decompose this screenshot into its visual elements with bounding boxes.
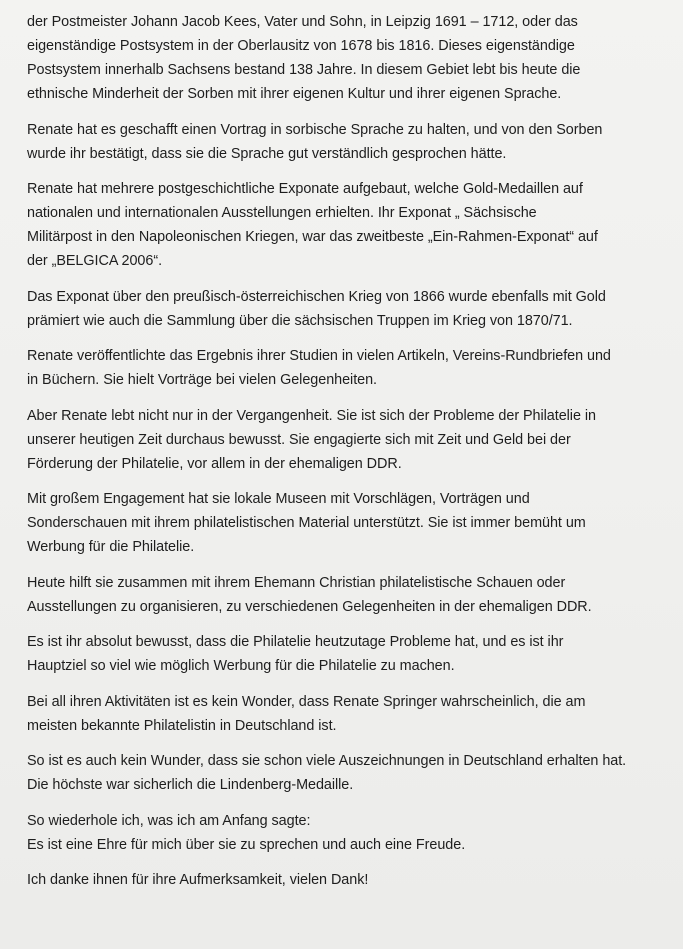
- text-line: Ausstellungen zu organisieren, zu verschiedenen Gelegenheiten in der ehemaligen DDR.: [27, 598, 592, 615]
- document-body: [27, 10, 672, 904]
- text-line: Es ist ihr absolut bewusst, dass die Philatelie heutzutage Probleme hat, und es ist ihr: [27, 634, 564, 650]
- text-line: So ist es auch kein Wunder, dass sie schon viele Auszeichnungen in Deutschland erhalten hat.: [27, 753, 627, 769]
- paragraph: [27, 487, 672, 559]
- text-line: eigenständige Postsystem in der Oberlausitz von 1678 bis 1816. Dieses eigenständige: [27, 38, 575, 54]
- text-line: So wiederhole ich, was ich am Anfang sagte:: [27, 812, 311, 829]
- text-line: Förderung der Philatelie, vor allem in der ehemaligen DDR.: [27, 455, 402, 472]
- text-line: Postsystem innerhalb Sachsens bestand 138 Jahre. In diesem Gebiet lebt bis heute die: [27, 62, 581, 78]
- paragraph: [27, 118, 672, 166]
- text-line: wurde ihr bestätigt, dass sie die Sprache gut verständlich gesprochen hätte.: [27, 145, 507, 162]
- paragraph: [27, 10, 672, 106]
- text-line: Renate hat es geschafft einen Vortrag in sorbische Sprache zu halten, und von den Sorben: [27, 121, 603, 138]
- text-line: Renate hat mehrere postgeschichtliche Exponate aufgebaut, welche Gold-Medaillen auf: [27, 181, 583, 197]
- text-line: Militärpost in den Napoleonischen Kriegen, war das zweitbeste „Ein-Rahmen-Exponat“ auf: [27, 229, 598, 245]
- text-line: nationalen und internationalen Ausstellungen erhielten. Ihr Exponat „ Sächsische: [27, 205, 537, 221]
- paragraph: [27, 868, 672, 892]
- text-line: Ich danke ihnen für ihre Aufmerksamkeit, vielen Dank!: [27, 872, 369, 888]
- text-line: der Postmeister Johann Jacob Kees, Vater und Sohn, in Leipzig 1691 – 1712, oder das: [27, 14, 578, 30]
- text-line: prämiert wie auch die Sammlung über die sächsischen Truppen im Krieg von 1870/71.: [27, 312, 573, 329]
- text-line: in Büchern. Sie hielt Vorträge bei vielen Gelegenheiten.: [27, 372, 378, 388]
- text-line: Bei all ihren Aktivitäten ist es kein Wonder, dass Renate Springer wahrscheinlich, die am: [27, 693, 586, 710]
- paragraph: [27, 749, 672, 797]
- paragraph: [27, 285, 672, 333]
- paragraph: [27, 809, 672, 857]
- text-line: Die höchste war sicherlich die Lindenberg-Medaille.: [27, 777, 354, 793]
- text-line: Hauptziel so viel wie möglich Werbung für die Philatelie zu machen.: [27, 658, 455, 674]
- text-line: Heute hilft sie zusammen mit ihrem Ehemann Christian philatelistische Schauen oder: [27, 574, 566, 591]
- text-line: Aber Renate lebt nicht nur in der Vergangenheit. Sie ist sich der Probleme der Philatelie in: [27, 407, 596, 424]
- text-line: Werbung für die Philatelie.: [27, 539, 195, 555]
- paragraph: [27, 404, 672, 476]
- paragraph: [27, 630, 672, 678]
- paragraph: [27, 571, 672, 619]
- text-line: Mit großem Engagement hat sie lokale Museen mit Vorschlägen, Vorträgen und: [27, 491, 530, 507]
- text-line: Es ist eine Ehre für mich über sie zu sprechen und auch eine Freude.: [27, 836, 466, 853]
- paragraph: [27, 690, 672, 738]
- paragraph: [27, 177, 672, 273]
- text-line: Sonderschauen mit ihrem philatelistischen Material unterstützt. Sie ist immer bemüht um: [27, 515, 586, 531]
- text-line: ethnische Minderheit der Sorben mit ihrer eigenen Kultur und ihrer eigenen Sprache.: [27, 86, 562, 102]
- text-line: Renate veröffentlichte das Ergebnis ihrer Studien in vielen Artikeln, Vereins-Rundbriefen und: [27, 348, 611, 364]
- text-line: meisten bekannte Philatelistin in Deutschland ist.: [27, 717, 337, 734]
- paragraph: [27, 344, 672, 392]
- text-line: Das Exponat über den preußisch-österreichischen Krieg von 1866 wurde ebenfalls mit Gold: [27, 288, 606, 305]
- text-line: unserer heutigen Zeit durchaus bewusst. Sie engagierte sich mit Zeit und Geld bei der: [27, 431, 571, 448]
- text-line: der „BELGICA 2006“.: [27, 253, 163, 269]
